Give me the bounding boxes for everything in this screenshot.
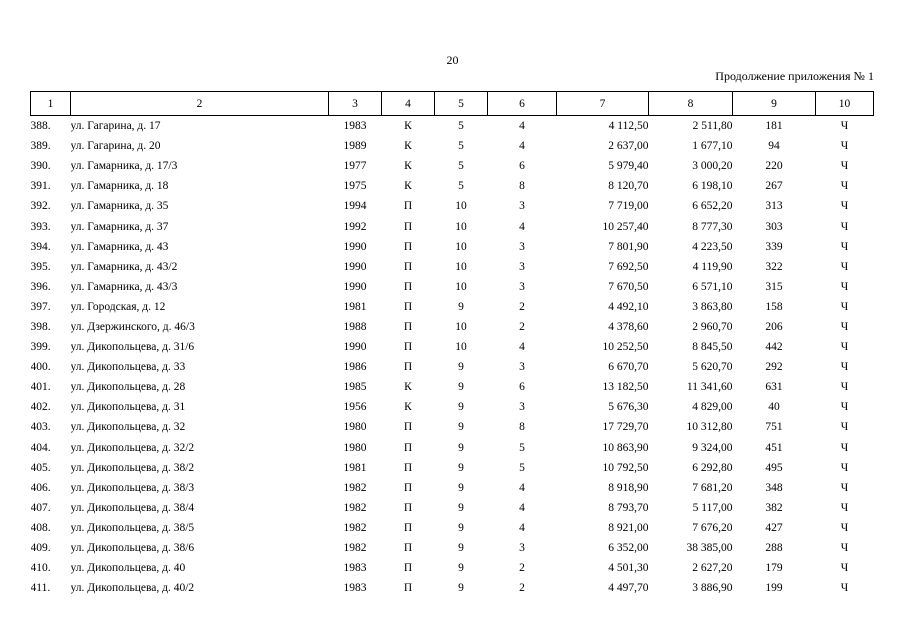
buildings-table bbox=[30, 91, 874, 598]
year-cell: 1988 bbox=[343, 320, 367, 333]
table-row bbox=[31, 538, 874, 558]
row-number: 390. bbox=[30, 160, 51, 173]
row-number: 410. bbox=[30, 562, 51, 575]
table-row bbox=[31, 478, 874, 498]
entrances-cell: 4 bbox=[519, 341, 525, 354]
total-area-cell: 2 637,00 bbox=[608, 140, 649, 153]
table-row bbox=[31, 196, 874, 216]
ownership-type-cell: Ч bbox=[840, 280, 849, 293]
year-cell: 1980 bbox=[343, 421, 367, 434]
address-cell: ул. Дикопольцева, д. 40 bbox=[70, 562, 186, 575]
material-cell: К bbox=[404, 180, 412, 193]
living-area-cell: 5 620,70 bbox=[692, 361, 733, 374]
year-cell: 1983 bbox=[343, 582, 367, 595]
year-cell: 1986 bbox=[343, 361, 367, 374]
year-cell: 1983 bbox=[343, 120, 367, 133]
residents-cell: 315 bbox=[765, 280, 783, 293]
residents-cell: 348 bbox=[765, 481, 783, 494]
row-number: 405. bbox=[30, 461, 51, 474]
entrances-cell: 8 bbox=[519, 180, 525, 193]
material-cell: П bbox=[403, 582, 413, 595]
ownership-type-cell: Ч bbox=[840, 441, 849, 454]
year-cell: 1990 bbox=[343, 240, 367, 253]
material-cell: К bbox=[404, 140, 412, 153]
address-cell: ул. Дикопольцева, д. 40/2 bbox=[70, 582, 195, 595]
total-area-cell: 13 182,50 bbox=[602, 381, 649, 394]
living-area-cell: 6 292,80 bbox=[692, 461, 733, 474]
floors-cell: 10 bbox=[455, 220, 467, 233]
total-area-cell: 17 729,70 bbox=[602, 421, 649, 434]
total-area-cell: 10 257,40 bbox=[602, 220, 649, 233]
floors-cell: 9 bbox=[458, 582, 464, 595]
total-area-cell: 8 921,00 bbox=[608, 521, 649, 534]
table-row bbox=[31, 578, 874, 598]
entrances-cell: 4 bbox=[519, 220, 525, 233]
table-row bbox=[31, 397, 874, 417]
total-area-cell: 10 792,50 bbox=[602, 461, 649, 474]
residents-cell: 442 bbox=[765, 341, 783, 354]
ownership-type-cell: Ч bbox=[840, 381, 849, 394]
material-cell: П bbox=[403, 521, 413, 534]
floors-cell: 5 bbox=[458, 140, 464, 153]
table-row bbox=[31, 438, 874, 458]
total-area-cell: 10 252,50 bbox=[602, 341, 649, 354]
entrances-cell: 8 bbox=[519, 421, 525, 434]
row-number: 394. bbox=[30, 240, 51, 253]
table-row bbox=[31, 136, 874, 156]
table-header-row bbox=[31, 92, 874, 116]
year-cell: 1982 bbox=[343, 542, 367, 555]
floors-cell: 9 bbox=[458, 381, 464, 394]
floors-cell: 9 bbox=[458, 542, 464, 555]
ownership-type-cell: Ч bbox=[840, 501, 849, 514]
address-cell: ул. Дикопольцева, д. 32/2 bbox=[70, 441, 195, 454]
entrances-cell: 6 bbox=[519, 160, 525, 173]
living-area-cell: 3 886,90 bbox=[692, 582, 733, 595]
living-area-cell: 2 960,70 bbox=[692, 320, 733, 333]
total-area-cell: 7 670,50 bbox=[608, 280, 649, 293]
entrances-cell: 4 bbox=[519, 120, 525, 133]
living-area-cell: 6 198,10 bbox=[692, 180, 733, 193]
address-cell: ул. Гамарника, д. 17/3 bbox=[70, 160, 178, 173]
living-area-cell: 2 511,80 bbox=[692, 120, 733, 133]
table-row bbox=[31, 317, 874, 337]
table-row bbox=[31, 377, 874, 397]
floors-cell: 10 bbox=[455, 240, 467, 253]
residents-cell: 158 bbox=[765, 300, 783, 313]
address-cell: ул. Дикопольцева, д. 38/6 bbox=[70, 542, 195, 555]
residents-cell: 495 bbox=[765, 461, 783, 474]
living-area-cell: 9 324,00 bbox=[692, 441, 733, 454]
table-row bbox=[31, 116, 874, 137]
floors-cell: 9 bbox=[458, 501, 464, 514]
material-cell: П bbox=[403, 280, 413, 293]
year-cell: 1992 bbox=[343, 220, 367, 233]
material-cell: П bbox=[403, 562, 413, 575]
material-cell: П bbox=[403, 461, 413, 474]
table-row bbox=[31, 237, 874, 257]
table-row bbox=[31, 297, 874, 317]
living-area-cell: 38 385,00 bbox=[686, 542, 733, 555]
entrances-cell: 3 bbox=[519, 401, 525, 414]
material-cell: П bbox=[403, 200, 413, 213]
ownership-type-cell: Ч bbox=[840, 361, 849, 374]
total-area-cell: 5 676,30 bbox=[608, 401, 649, 414]
table-row bbox=[31, 257, 874, 277]
living-area-cell: 2 627,20 bbox=[692, 562, 733, 575]
total-area-cell: 8 793,70 bbox=[608, 501, 649, 514]
floors-cell: 9 bbox=[458, 421, 464, 434]
year-cell: 1990 bbox=[343, 341, 367, 354]
table-body bbox=[31, 116, 874, 599]
table-row bbox=[31, 277, 874, 297]
total-area-cell: 5 979,40 bbox=[608, 160, 649, 173]
address-cell: ул. Дикопольцева, д. 38/4 bbox=[70, 501, 195, 514]
address-cell: ул. Дзержинского, д. 46/3 bbox=[70, 320, 195, 333]
address-cell: ул. Гамарника, д. 35 bbox=[70, 200, 169, 213]
row-number: 393. bbox=[30, 220, 51, 233]
living-area-cell: 4 119,90 bbox=[692, 260, 733, 273]
row-number: 395. bbox=[30, 260, 51, 273]
living-area-cell: 3 000,20 bbox=[692, 160, 733, 173]
material-cell: П bbox=[403, 542, 413, 555]
address-cell: ул. Гамарника, д. 43/3 bbox=[70, 280, 178, 293]
living-area-cell: 10 312,80 bbox=[686, 421, 733, 434]
material-cell: К bbox=[404, 120, 412, 133]
material-cell: К bbox=[404, 381, 412, 394]
address-cell: ул. Гамарника, д. 37 bbox=[70, 220, 169, 233]
entrances-cell: 3 bbox=[519, 240, 525, 253]
total-area-cell: 8 120,70 bbox=[608, 180, 649, 193]
column-header: 5 bbox=[435, 92, 488, 116]
total-area-cell: 4 492,10 bbox=[608, 300, 649, 313]
column-header: 4 bbox=[382, 92, 435, 116]
year-cell: 1994 bbox=[343, 200, 367, 213]
row-number: 407. bbox=[30, 501, 51, 514]
living-area-cell: 5 117,00 bbox=[692, 501, 733, 514]
ownership-type-cell: Ч bbox=[840, 421, 849, 434]
row-number: 408. bbox=[30, 521, 51, 534]
entrances-cell: 3 bbox=[519, 361, 525, 374]
total-area-cell: 6 670,70 bbox=[608, 361, 649, 374]
table-row bbox=[31, 417, 874, 437]
entrances-cell: 3 bbox=[519, 280, 525, 293]
material-cell: П bbox=[403, 421, 413, 434]
ownership-type-cell: Ч bbox=[840, 481, 849, 494]
total-area-cell: 7 692,50 bbox=[608, 260, 649, 273]
ownership-type-cell: Ч bbox=[840, 140, 849, 153]
material-cell: П bbox=[403, 240, 413, 253]
total-area-cell: 10 863,90 bbox=[602, 441, 649, 454]
total-area-cell: 6 352,00 bbox=[608, 542, 649, 555]
living-area-cell: 8 845,50 bbox=[692, 341, 733, 354]
row-number: 398. bbox=[30, 320, 51, 333]
entrances-cell: 4 bbox=[519, 501, 525, 514]
living-area-cell: 4 829,00 bbox=[692, 401, 733, 414]
floors-cell: 9 bbox=[458, 300, 464, 313]
material-cell: П bbox=[403, 481, 413, 494]
residents-cell: 267 bbox=[765, 180, 783, 193]
floors-cell: 9 bbox=[458, 461, 464, 474]
ownership-type-cell: Ч bbox=[840, 160, 849, 173]
column-header: 8 bbox=[649, 92, 733, 116]
ownership-type-cell: Ч bbox=[840, 521, 849, 534]
column-header: 6 bbox=[488, 92, 557, 116]
row-number: 406. bbox=[30, 481, 51, 494]
table-row bbox=[31, 498, 874, 518]
row-number: 409. bbox=[30, 542, 51, 555]
ownership-type-cell: Ч bbox=[840, 320, 849, 333]
address-cell: ул. Дикопольцева, д. 38/2 bbox=[70, 461, 195, 474]
floors-cell: 5 bbox=[458, 160, 464, 173]
column-header: 7 bbox=[557, 92, 649, 116]
address-cell: ул. Дикопольцева, д. 28 bbox=[70, 381, 186, 394]
table-row bbox=[31, 176, 874, 196]
floors-cell: 10 bbox=[455, 200, 467, 213]
entrances-cell: 5 bbox=[519, 461, 525, 474]
row-number: 391. bbox=[30, 180, 51, 193]
year-cell: 1977 bbox=[343, 160, 367, 173]
residents-cell: 339 bbox=[765, 240, 783, 253]
ownership-type-cell: Ч bbox=[840, 582, 849, 595]
residents-cell: 220 bbox=[765, 160, 783, 173]
ownership-type-cell: Ч bbox=[840, 562, 849, 575]
ownership-type-cell: Ч bbox=[840, 240, 849, 253]
row-number: 400. bbox=[30, 361, 51, 374]
table-row bbox=[31, 156, 874, 176]
residents-cell: 631 bbox=[765, 381, 783, 394]
year-cell: 1989 bbox=[343, 140, 367, 153]
column-header: 2 bbox=[71, 92, 329, 116]
entrances-cell: 2 bbox=[519, 562, 525, 575]
floors-cell: 10 bbox=[455, 341, 467, 354]
material-cell: П bbox=[403, 501, 413, 514]
total-area-cell: 4 112,50 bbox=[608, 120, 649, 133]
floors-cell: 5 bbox=[458, 180, 464, 193]
living-area-cell: 8 777,30 bbox=[692, 220, 733, 233]
floors-cell: 10 bbox=[455, 260, 467, 273]
year-cell: 1982 bbox=[343, 481, 367, 494]
year-cell: 1982 bbox=[343, 521, 367, 534]
entrances-cell: 5 bbox=[519, 441, 525, 454]
material-cell: П bbox=[403, 361, 413, 374]
material-cell: П bbox=[403, 341, 413, 354]
year-cell: 1975 bbox=[343, 180, 367, 193]
living-area-cell: 6 571,10 bbox=[692, 280, 733, 293]
table-row bbox=[31, 216, 874, 236]
entrances-cell: 6 bbox=[519, 381, 525, 394]
address-cell: ул. Дикопольцева, д. 32 bbox=[70, 421, 186, 434]
residents-cell: 303 bbox=[765, 220, 783, 233]
column-header: 3 bbox=[329, 92, 382, 116]
entrances-cell: 2 bbox=[519, 300, 525, 313]
address-cell: ул. Дикопольцева, д. 31 bbox=[70, 401, 186, 414]
residents-cell: 292 bbox=[765, 361, 783, 374]
material-cell: П bbox=[403, 220, 413, 233]
total-area-cell: 7 801,90 bbox=[608, 240, 649, 253]
entrances-cell: 2 bbox=[519, 582, 525, 595]
residents-cell: 206 bbox=[765, 320, 783, 333]
floors-cell: 10 bbox=[455, 280, 467, 293]
residents-cell: 313 bbox=[765, 200, 783, 213]
table-row bbox=[31, 458, 874, 478]
residents-cell: 751 bbox=[765, 421, 783, 434]
ownership-type-cell: Ч bbox=[840, 461, 849, 474]
address-cell: ул. Дикопольцева, д. 38/3 bbox=[70, 481, 195, 494]
living-area-cell: 4 223,50 bbox=[692, 240, 733, 253]
year-cell: 1990 bbox=[343, 280, 367, 293]
address-cell: ул. Гамарника, д. 43 bbox=[70, 240, 169, 253]
table-row bbox=[31, 337, 874, 357]
total-area-cell: 4 497,70 bbox=[608, 582, 649, 595]
residents-cell: 382 bbox=[765, 501, 783, 514]
material-cell: П bbox=[403, 320, 413, 333]
row-number: 389. bbox=[30, 140, 51, 153]
ownership-type-cell: Ч bbox=[840, 401, 849, 414]
entrances-cell: 3 bbox=[519, 200, 525, 213]
row-number: 392. bbox=[30, 200, 51, 213]
living-area-cell: 7 676,20 bbox=[692, 521, 733, 534]
address-cell: ул. Гамарника, д. 18 bbox=[70, 180, 169, 193]
living-area-cell: 3 863,80 bbox=[692, 300, 733, 313]
year-cell: 1985 bbox=[343, 381, 367, 394]
address-cell: ул. Дикопольцева, д. 33 bbox=[70, 361, 186, 374]
row-number: 402. bbox=[30, 401, 51, 414]
entrances-cell: 3 bbox=[519, 260, 525, 273]
residents-cell: 322 bbox=[765, 260, 783, 273]
row-number: 403. bbox=[30, 421, 51, 434]
year-cell: 1981 bbox=[343, 300, 367, 313]
living-area-cell: 11 341,60 bbox=[686, 381, 733, 394]
address-cell: ул. Дикопольцева, д. 31/6 bbox=[70, 341, 195, 354]
entrances-cell: 4 bbox=[519, 140, 525, 153]
row-number: 397. bbox=[30, 300, 51, 313]
row-number: 399. bbox=[30, 341, 51, 354]
floors-cell: 9 bbox=[458, 441, 464, 454]
residents-cell: 451 bbox=[765, 441, 783, 454]
column-header: 10 bbox=[816, 92, 874, 116]
table-row bbox=[31, 518, 874, 538]
ownership-type-cell: Ч bbox=[840, 300, 849, 313]
column-header: 9 bbox=[733, 92, 816, 116]
total-area-cell: 8 918,90 bbox=[608, 481, 649, 494]
row-number: 411. bbox=[30, 582, 51, 595]
material-cell: П bbox=[403, 441, 413, 454]
residents-cell: 427 bbox=[765, 521, 783, 534]
entrances-cell: 4 bbox=[519, 521, 525, 534]
ownership-type-cell: Ч bbox=[840, 542, 849, 555]
floors-cell: 9 bbox=[458, 481, 464, 494]
year-cell: 1980 bbox=[343, 441, 367, 454]
address-cell: ул. Гагарина, д. 17 bbox=[70, 120, 161, 133]
appendix-continuation-note: Продолжение приложения № 1 bbox=[715, 69, 874, 83]
row-number: 396. bbox=[30, 280, 51, 293]
ownership-type-cell: Ч bbox=[840, 341, 849, 354]
material-cell: П bbox=[403, 300, 413, 313]
entrances-cell: 3 bbox=[519, 542, 525, 555]
page-number: 20 bbox=[446, 53, 459, 67]
year-cell: 1981 bbox=[343, 461, 367, 474]
ownership-type-cell: Ч bbox=[840, 120, 849, 133]
residents-cell: 40 bbox=[768, 401, 780, 414]
material-cell: П bbox=[403, 260, 413, 273]
floors-cell: 10 bbox=[455, 320, 467, 333]
row-number: 401. bbox=[30, 381, 51, 394]
ownership-type-cell: Ч bbox=[840, 220, 849, 233]
ownership-type-cell: Ч bbox=[840, 200, 849, 213]
residents-cell: 179 bbox=[765, 562, 783, 575]
total-area-cell: 4 501,30 bbox=[608, 562, 649, 575]
floors-cell: 9 bbox=[458, 562, 464, 575]
address-cell: ул. Гамарника, д. 43/2 bbox=[70, 260, 178, 273]
living-area-cell: 1 677,10 bbox=[692, 140, 733, 153]
year-cell: 1982 bbox=[343, 501, 367, 514]
floors-cell: 9 bbox=[458, 521, 464, 534]
row-number: 404. bbox=[30, 441, 51, 454]
ownership-type-cell: Ч bbox=[840, 180, 849, 193]
address-cell: ул. Дикопольцева, д. 38/5 bbox=[70, 521, 195, 534]
residents-cell: 288 bbox=[765, 542, 783, 555]
entrances-cell: 2 bbox=[519, 320, 525, 333]
total-area-cell: 4 378,60 bbox=[608, 320, 649, 333]
floors-cell: 9 bbox=[458, 361, 464, 374]
total-area-cell: 7 719,00 bbox=[608, 200, 649, 213]
residents-cell: 199 bbox=[765, 582, 783, 595]
material-cell: К bbox=[404, 160, 412, 173]
row-number: 388. bbox=[30, 120, 51, 133]
year-cell: 1983 bbox=[343, 562, 367, 575]
ownership-type-cell: Ч bbox=[840, 260, 849, 273]
column-header: 1 bbox=[31, 92, 71, 116]
year-cell: 1990 bbox=[343, 260, 367, 273]
residents-cell: 94 bbox=[768, 140, 780, 153]
table-row bbox=[31, 558, 874, 578]
entrances-cell: 4 bbox=[519, 481, 525, 494]
living-area-cell: 6 652,20 bbox=[692, 200, 733, 213]
residents-cell: 181 bbox=[765, 120, 783, 133]
table-row bbox=[31, 357, 874, 377]
address-cell: ул. Городская, д. 12 bbox=[70, 300, 166, 313]
address-cell: ул. Гагарина, д. 20 bbox=[70, 140, 161, 153]
material-cell: К bbox=[404, 401, 412, 414]
floors-cell: 9 bbox=[458, 401, 464, 414]
year-cell: 1956 bbox=[343, 401, 367, 414]
floors-cell: 5 bbox=[458, 120, 464, 133]
living-area-cell: 7 681,20 bbox=[692, 481, 733, 494]
